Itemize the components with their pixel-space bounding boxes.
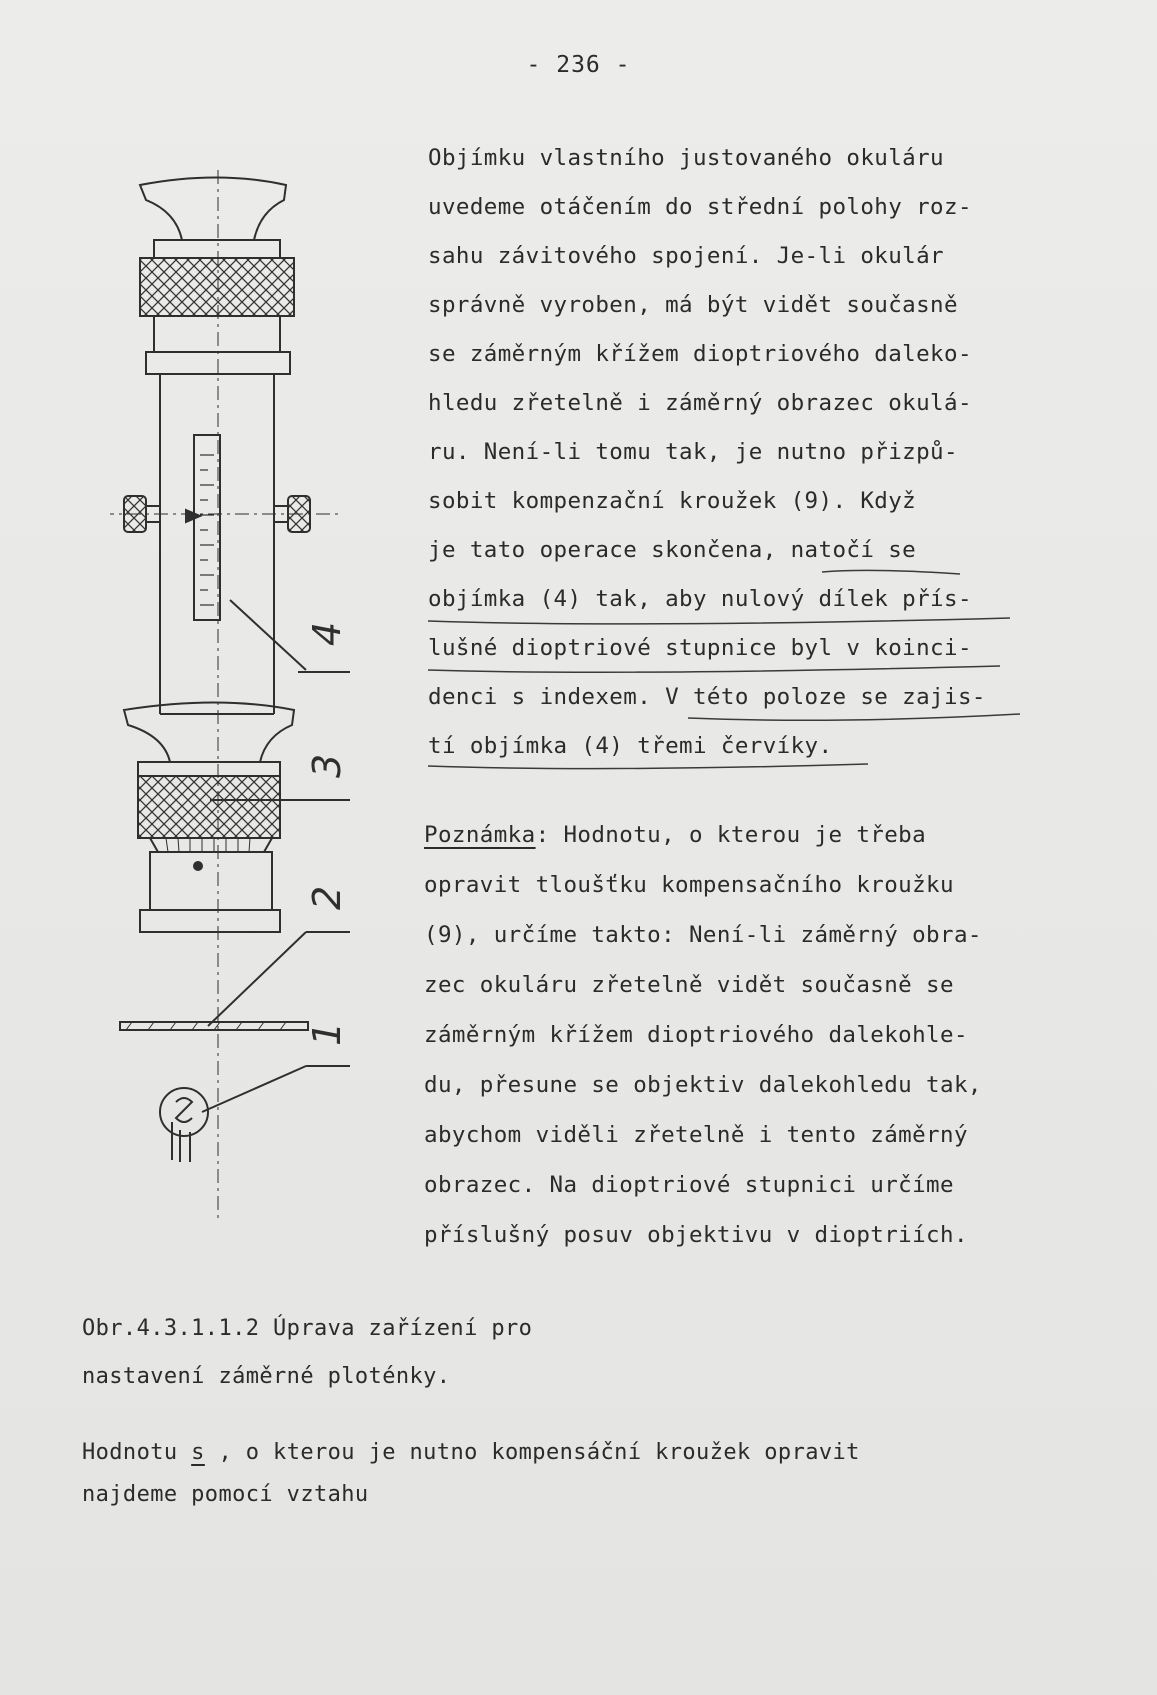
body-line: se záměrným křížem dioptriového daleko- [428,341,972,367]
dioptric-scale [194,435,220,620]
figure-label-4: 4 [305,621,349,646]
lower-eyecup [124,703,294,763]
note-line: opravit tloušťku kompensačního kroužku [424,872,954,898]
page-number: - 236 - [526,52,631,78]
body-line: hledu zřetelně i záměrný obrazec okulá- [428,390,972,416]
body-line: ru. Není-li tomu tak, je nutno přizpů- [428,439,958,465]
body-line: správně vyroben, má být vidět současně [428,292,958,318]
note-line: obrazec. Na dioptriové stupnici určíme [424,1172,954,1198]
left-screw [124,496,146,532]
note-line: záměrným křížem dioptriového dalekohle- [424,1022,968,1048]
footer-text-before: Hodnotu [82,1440,192,1465]
footer-line: najdeme pomocí vztahu [82,1482,369,1507]
body-line: lušné dioptriové stupnice byl v koinci- [428,635,972,661]
eyepiece-adjustment-drawing [110,170,420,1220]
light-bulb [160,1088,208,1136]
footer-line [82,1440,860,1465]
note-line: zec okuláru zřetelně vidět současně se [424,972,954,998]
note-first-line-text: : Hodnotu, o kterou je třeba [535,822,927,848]
upper-collar [154,240,280,258]
figure-label-2: 2 [305,885,349,910]
right-screw [288,496,310,532]
note-line: abychom viděli zřetelně i tento záměrný [424,1122,968,1148]
upper-eyecup [140,178,286,241]
figure-label-1: 1 [305,1021,349,1046]
note-line: příslušný posuv objektivu v dioptriích. [424,1222,968,1248]
caption-line: Obr.4.3.1.1.2 Úprava zařízení pro [82,1316,533,1341]
body-line: sobit kompenzační kroužek (9). Když [428,488,917,514]
upper-knurled-ring [140,258,294,316]
lower-base [140,910,280,932]
note-line: (9), určíme takto: Není-li záměrný obra- [424,922,982,948]
body-line: sahu závitového spojení. Je-li okulár [428,243,945,269]
footer-text-after: , o kterou je nutno kompensáční kroužek opravit [204,1440,860,1465]
body-line: uvedeme otáčením do střední polohy roz- [428,194,972,220]
figure-label-3: 3 [305,753,349,778]
caption-line: nastavení záměrné ploténky. [82,1364,451,1389]
reticle-plate [120,1022,308,1030]
body-line: tí objímka (4) třemi červíky. [428,733,833,759]
body-line: je tato operace skončena, natočí se [428,537,917,563]
body-line: Objímku vlastního justovaného okuláru [428,145,945,171]
body-line: denci s indexem. V této poloze se zajis- [428,684,986,710]
note-line: du, přesune se objektiv dalekohledu tak, [424,1072,982,1098]
lower-knurled-ring [138,776,280,838]
body-line: objímka (4) tak, aby nulový dílek přís- [428,586,972,612]
symbol-s: s [191,1440,205,1465]
note-label: Poznámka [424,822,536,848]
note-first-line [424,822,926,848]
lower-barrel [150,852,272,910]
